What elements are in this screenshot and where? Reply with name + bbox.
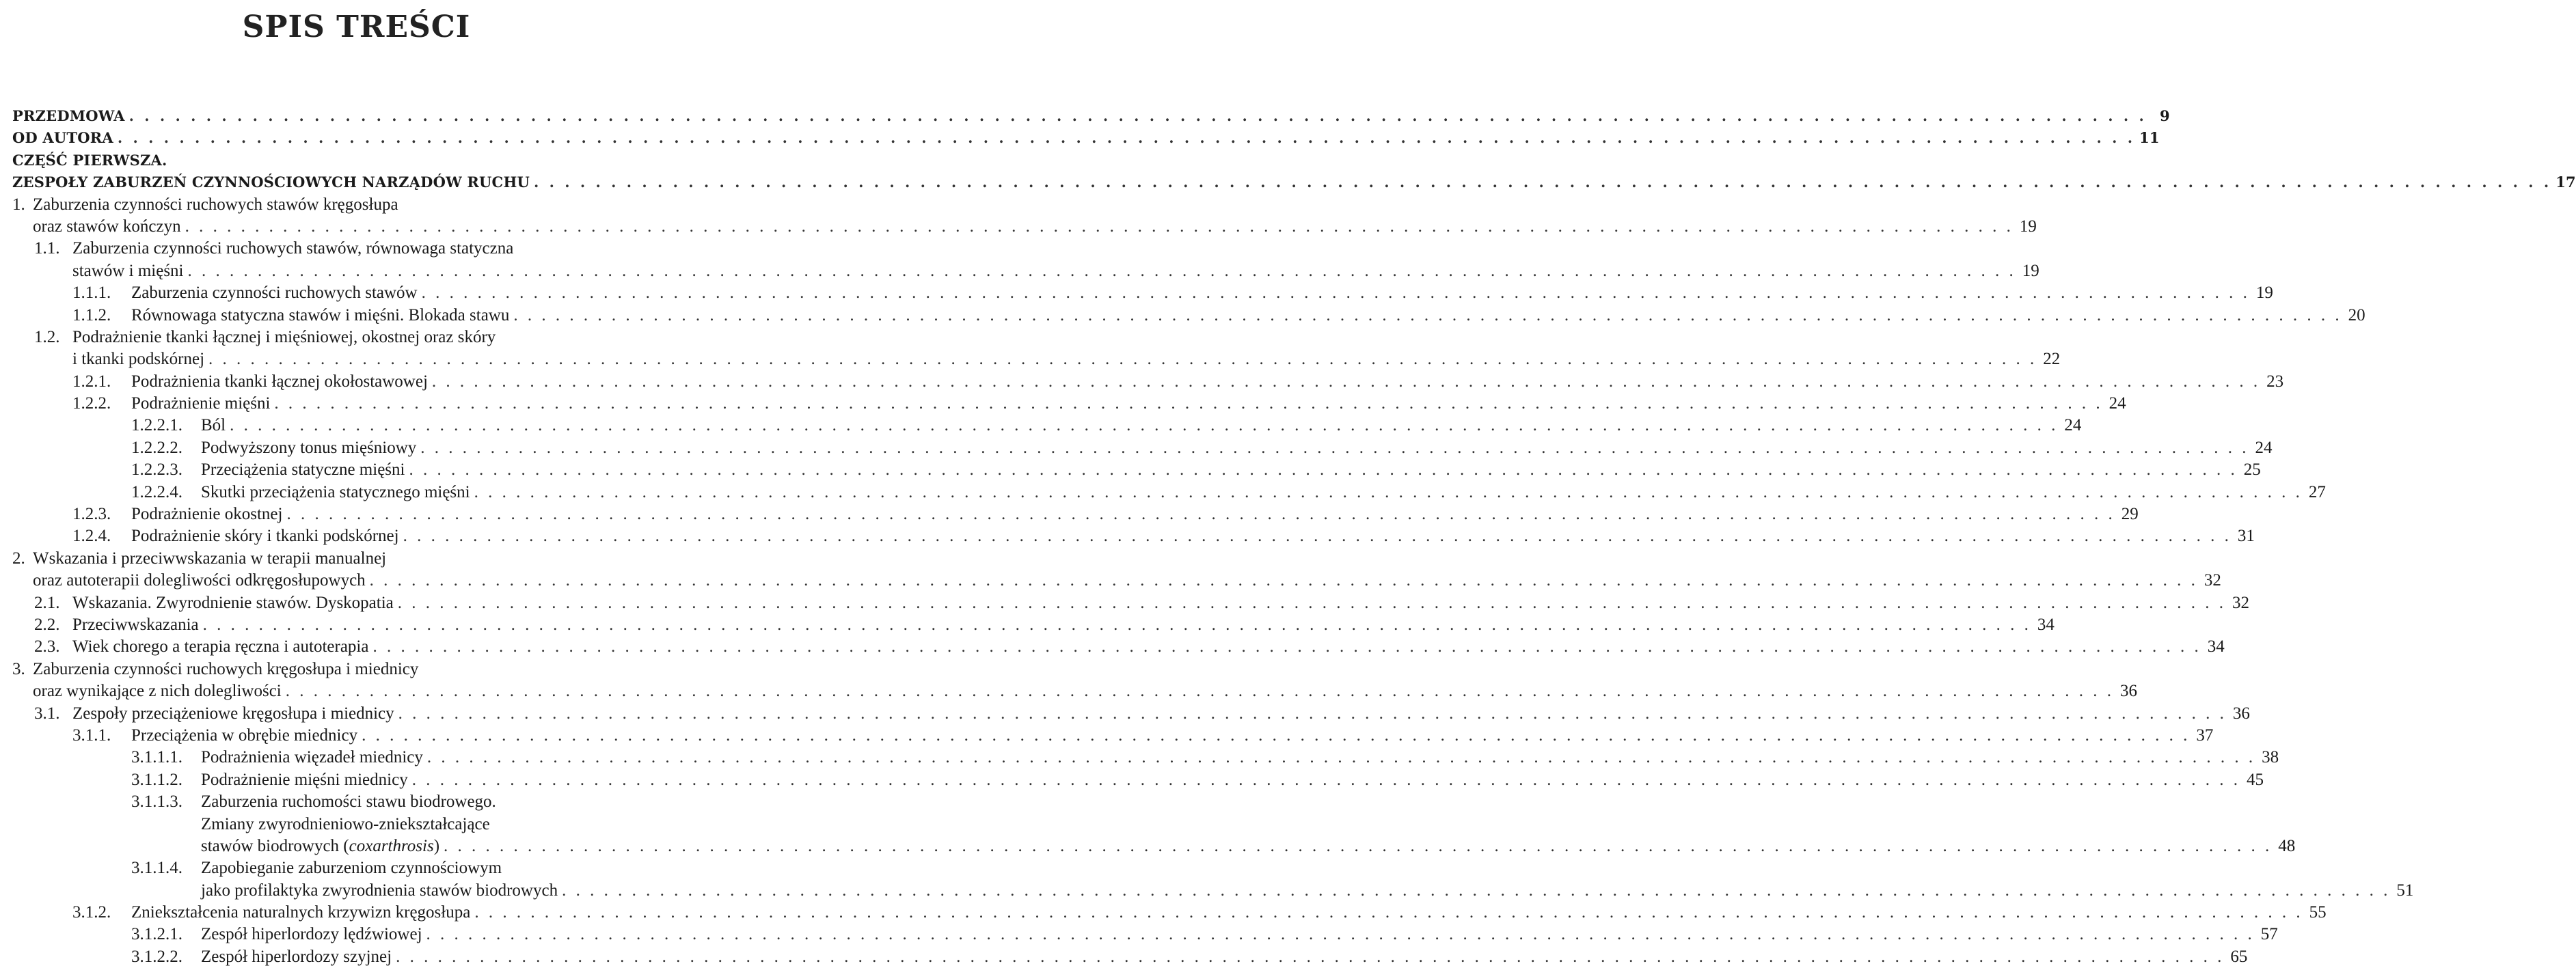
- toc-entry: [12, 282, 2273, 304]
- toc-entry-title: Zapobieganie zaburzeniom czynnościowym: [201, 859, 502, 878]
- toc-entry: [12, 592, 2250, 614]
- dot-leader: [427, 747, 2255, 769]
- toc-entry-title: Ból: [201, 416, 226, 435]
- dot-leader: [274, 393, 2102, 415]
- toc-entry-number: 3.: [12, 659, 25, 678]
- toc-entry: [12, 703, 2250, 725]
- toc-entry-title: oraz autoterapii dolegliwości odkręgosłupowych: [33, 571, 366, 590]
- toc-entry: [12, 216, 2037, 238]
- toc-entry-title: Podrażnienie tkanki łącznej i mięśniowej, okostnej oraz skóry: [72, 327, 496, 346]
- dot-leader: [129, 105, 2147, 127]
- toc-entry-title: Zniekształcenia naturalnych krzywizn kręgosłupa: [131, 903, 471, 922]
- toc-entry-page: 34: [2207, 637, 2225, 656]
- toc-entry-number: 1.2.: [34, 327, 60, 346]
- toc-entry-number: 1.2.2.2.: [131, 438, 182, 457]
- toc-entry-title: Zespoły przeciążeniowe kręgosłupa i miednicy: [72, 704, 394, 723]
- toc-entry-title: Wskazania. Zwyrodnienie stawów. Dyskopatia: [72, 593, 394, 612]
- toc-entry-title: Zespół hiperlordozy lędźwiowej: [201, 925, 422, 944]
- toc-entry: [12, 791, 703, 813]
- toc-entry: [12, 835, 2296, 857]
- toc-entry-number: 1.2.1.: [72, 372, 111, 391]
- toc-entry-page: 55: [2309, 903, 2327, 922]
- toc-entry-number: 3.1.1.4.: [131, 859, 182, 878]
- toc-entry-page: 32: [2204, 571, 2221, 590]
- toc-entry-page: 9: [2160, 107, 2170, 124]
- toc-entry: [12, 503, 2139, 525]
- toc-entry: [12, 194, 703, 216]
- toc-entry-page: 38: [2262, 748, 2279, 767]
- toc-entry: [12, 348, 2061, 370]
- toc-entry-title: Równowaga statyczna stawów i mięśni. Blokada stawu: [131, 305, 510, 324]
- toc-entry: [12, 614, 2055, 636]
- toc-entry: [12, 371, 2284, 393]
- toc-entry-title: Podrażnienia więzadeł miednicy: [201, 748, 423, 767]
- toc-entry-page: 25: [2243, 460, 2261, 480]
- dot-leader: [208, 348, 2037, 370]
- toc-entry-title: PRZEDMOWA: [12, 107, 125, 124]
- toc-entry-page: 17: [2555, 174, 2576, 191]
- toc-entry: [12, 570, 2221, 592]
- dot-leader: [286, 680, 2114, 702]
- toc-entry-number: 1.2.2.3.: [131, 460, 182, 480]
- toc-entry: [12, 548, 703, 570]
- toc-entry-title: i tkanki podskórnej: [72, 350, 205, 369]
- toc-entry-page: 20: [2348, 305, 2365, 324]
- toc-entry: [12, 902, 2327, 924]
- toc-entry-title: Skutki przeciążenia statycznego mięśni: [201, 482, 470, 501]
- toc-entry-title: stawów i mięśni: [72, 261, 184, 280]
- toc-entry-page: 32: [2232, 593, 2250, 612]
- toc-entry-number: 2.: [12, 549, 25, 568]
- toc-entry: [12, 680, 2137, 702]
- toc-entry-title: Wiek chorego a terapia ręczna i autoterapia: [72, 637, 369, 656]
- toc-entry-page: 23: [2266, 372, 2284, 391]
- toc-entry-title: Zaburzenia czynności ruchowych kręgosłupa i miednicy: [33, 659, 419, 678]
- toc-entry: [12, 393, 2126, 415]
- toc-entry-page: 37: [2196, 725, 2214, 745]
- toc-entry-page: 27: [2308, 482, 2326, 501]
- dot-leader: [513, 305, 2342, 327]
- dot-leader: [185, 216, 2014, 238]
- toc-entry-number: 3.1.: [34, 704, 60, 723]
- toc-entry-title: oraz wynikające z nich dolegliwości: [33, 682, 282, 701]
- toc-entry-title: Zmiany zwyrodnieniowo-zniekształcające: [201, 814, 490, 833]
- toc-entry-title: OD AUTORA: [12, 129, 113, 147]
- toc-entry: [12, 525, 2255, 547]
- toc-entry-page: 22: [2043, 350, 2061, 369]
- toc-entry-number: 1.2.2.1.: [131, 416, 182, 435]
- toc-entry-title: jako profilaktyka zwyrodnienia stawów biodrowych: [201, 881, 558, 900]
- toc-entry: [12, 880, 2414, 902]
- toc-entry-title: CZĘŚĆ PIERWSZA.: [12, 151, 167, 169]
- toc-entry-number: 1.2.3.: [72, 505, 111, 524]
- toc-entry-number: 2.3.: [34, 637, 60, 656]
- toc-entry-page: 24: [2109, 394, 2126, 413]
- toc-entry: [12, 437, 2273, 459]
- toc-entry-title: Zaburzenia czynności ruchowych stawów kręgosłupa: [33, 195, 398, 214]
- toc-entry-page: 31: [2237, 527, 2255, 546]
- dot-leader: [396, 946, 2224, 968]
- dot-leader: [422, 282, 2250, 304]
- toc-entry-page: 48: [2278, 836, 2296, 855]
- toc-entry-page: 57: [2260, 925, 2278, 944]
- toc-entry-page: 45: [2246, 770, 2264, 789]
- dot-leader: [403, 525, 2232, 547]
- toc-entry-page: 24: [2064, 416, 2082, 435]
- dot-leader: [370, 570, 2198, 592]
- dot-leader: [474, 902, 2303, 924]
- toc-entry: [12, 171, 2576, 193]
- toc-entry: [12, 725, 2214, 747]
- toc-entry: [12, 814, 703, 835]
- toc-entry-number: 1.1.2.: [72, 305, 111, 324]
- toc-entry-page: 19: [2022, 261, 2039, 280]
- toc-entry: [12, 238, 703, 260]
- toc-entry: [12, 105, 2170, 127]
- toc-entry-number: 1.1.: [34, 239, 60, 258]
- toc-entry-title: Podrażnienie skóry i tkanki podskórnej: [131, 527, 399, 546]
- toc-entry-number: 3.1.2.2.: [131, 947, 182, 966]
- toc-entry-number: 1.: [12, 195, 25, 214]
- toc-entry-number: 3.1.2.1.: [131, 925, 182, 944]
- dot-leader: [534, 171, 2551, 193]
- toc-entry: [12, 946, 2248, 968]
- toc-entry-page: 19: [2255, 284, 2273, 303]
- toc-entry-title: Przeciążenia statyczne mięśni: [201, 460, 405, 480]
- toc-entry: [12, 857, 703, 879]
- toc-entry-title: Podwyższony tonus mięśniowy: [201, 438, 417, 457]
- toc-entry-number: 1.2.2.: [72, 394, 111, 413]
- toc-entry: [12, 305, 2365, 327]
- toc-entry-title: stawów biodrowych (coxarthrosis): [201, 836, 440, 855]
- toc-entry-number: 3.1.1.1.: [131, 748, 182, 767]
- toc-entry-title: Podrażnienie mięśni miednicy: [201, 770, 408, 789]
- toc-entry-page: 51: [2396, 881, 2414, 900]
- dot-leader: [188, 260, 2016, 282]
- dot-leader: [432, 371, 2260, 393]
- toc-entry-number: 3.1.1.: [72, 725, 111, 745]
- toc-entry-number: 3.1.2.: [72, 903, 111, 922]
- toc-entry-page: 65: [2230, 947, 2248, 966]
- toc-entry-title: Podrażnienie mięśni: [131, 394, 271, 413]
- toc-entry-title: Podrażnienia tkanki łącznej okołostawowej: [131, 372, 428, 391]
- dot-leader: [118, 127, 2135, 149]
- toc-entry-number: 2.2.: [34, 615, 60, 634]
- dot-leader: [420, 437, 2249, 459]
- toc-entry-title: Zaburzenia czynności ruchowych stawów: [131, 284, 418, 303]
- dot-leader: [362, 725, 2190, 747]
- toc-entry-page: 11: [2139, 129, 2160, 147]
- toc-entry-page: 36: [2232, 704, 2250, 723]
- dot-leader: [562, 880, 2390, 902]
- toc-entry-title: oraz stawów kończyn: [33, 217, 181, 236]
- toc-entry: [12, 924, 2278, 945]
- page-title: SPIS TREŚCI: [242, 10, 471, 44]
- toc-entry: [12, 127, 2160, 149]
- toc-entry: [12, 459, 2261, 481]
- toc-entry-number: 1.2.4.: [72, 527, 111, 546]
- toc-entry-page: 36: [2120, 682, 2137, 701]
- toc-entry-title: Wskazania i przeciwwskazania w terapii manualnej: [33, 549, 387, 568]
- dot-leader: [412, 769, 2240, 791]
- toc-entry-title: Zaburzenia ruchomości stawu biodrowego.: [201, 792, 496, 812]
- toc-entry-number: 2.1.: [34, 593, 60, 612]
- toc-entry-title: Przeciwwskazania: [72, 615, 199, 634]
- dot-leader: [426, 924, 2255, 945]
- toc-entry: [12, 482, 2326, 503]
- dot-leader: [398, 592, 2226, 614]
- dot-leader: [230, 415, 2058, 437]
- toc-entry: [12, 260, 2039, 282]
- toc-entry: [12, 769, 2264, 791]
- toc-entry-page: 34: [2037, 615, 2055, 634]
- dot-leader: [474, 482, 2303, 503]
- toc-entry-title: Podrażnienie okostnej: [131, 505, 283, 524]
- dot-leader: [409, 459, 2237, 481]
- table-of-contents: [12, 105, 2576, 968]
- toc-entry: [12, 327, 703, 348]
- toc-entry: [12, 659, 703, 680]
- dot-leader: [398, 703, 2227, 725]
- toc-entry-number: 1.2.2.4.: [131, 482, 182, 501]
- toc-entry-page: 19: [2019, 217, 2037, 236]
- dot-leader: [286, 503, 2115, 525]
- toc-entry: [12, 747, 2279, 769]
- toc-entry-number: 1.1.1.: [72, 284, 111, 303]
- toc-entry-number: 3.1.1.2.: [131, 770, 182, 789]
- toc-entry-title: Zespół hiperlordozy szyjnej: [201, 947, 392, 966]
- dot-leader: [203, 614, 2031, 636]
- toc-entry: [12, 150, 703, 171]
- toc-entry-number: 3.1.1.3.: [131, 792, 182, 812]
- dot-leader: [444, 835, 2272, 857]
- toc-entry: [12, 415, 2082, 437]
- toc-entry-title: ZESPOŁY ZABURZEŃ CZYNNOŚCIOWYCH NARZĄDÓW RUCHU: [12, 174, 530, 191]
- toc-entry-page: 24: [2255, 438, 2273, 457]
- dot-leader: [372, 636, 2201, 658]
- toc-entry: [12, 636, 2225, 658]
- toc-entry-title: Przeciążenia w obrębie miednicy: [131, 725, 358, 745]
- toc-entry-page: 29: [2121, 505, 2139, 524]
- toc-entry-title: Zaburzenia czynności ruchowych stawów, równowaga statyczna: [72, 239, 514, 258]
